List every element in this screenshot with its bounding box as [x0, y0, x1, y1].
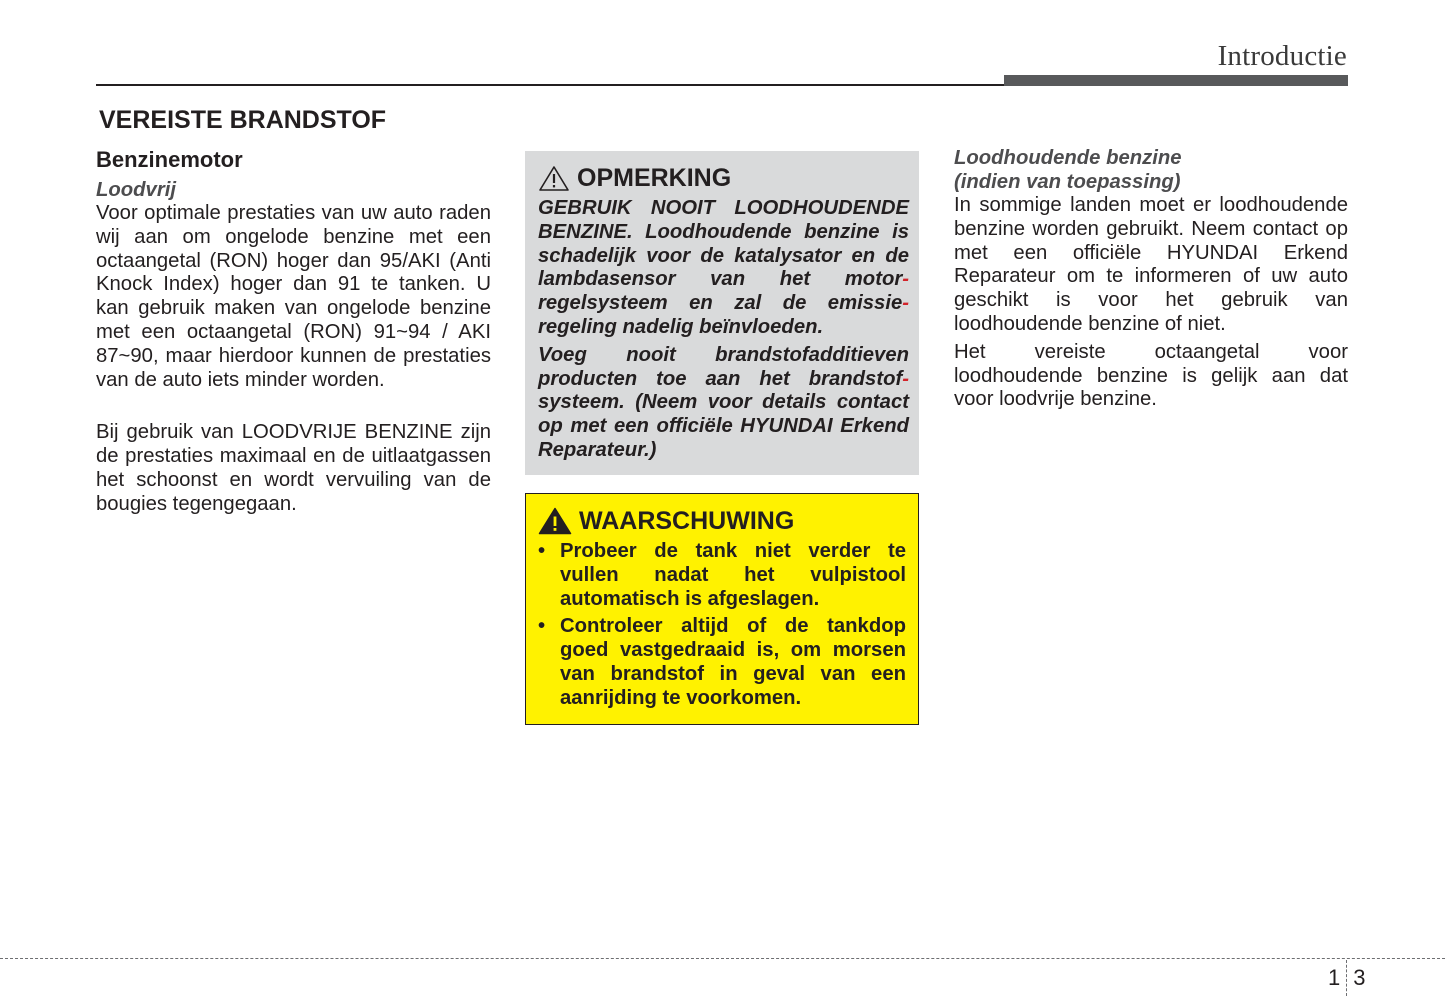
header-rule: [96, 84, 1006, 86]
warning-filled-icon: [538, 507, 572, 535]
warning-list-item: [538, 615, 906, 710]
page-number-divider: [1346, 960, 1347, 996]
note-paragraph-lead: [538, 197, 909, 340]
bullet: •: [538, 540, 546, 562]
note-box: [525, 151, 919, 475]
note-text-part: GEBRUIK NOOIT LOODHOUDENDE BENZINE. Loodhoudende benzine is schadelijk voor de katalysator en de lambdasensor van het motor: [538, 197, 909, 291]
loodhoudend-subheading-line-2: (indien van toepassing): [954, 171, 1181, 193]
note-text-part: Voeg nooit brandstofadditieven producten toe aan het brandstof: [538, 343, 909, 390]
bullet: •: [538, 615, 546, 638]
note-text-part: systeem. (Neem voor details contact op met een officiële HYUNDAI Erkend Reparateur.): [538, 391, 909, 461]
warning-title: WAARSCHUWING: [579, 507, 795, 535]
note-title-row: [538, 163, 909, 193]
warning-item-text: Probeer de tank niet verder te vullen nadat het vulpistool automatisch is afgeslagen.: [560, 540, 906, 610]
page-number-value: 3: [1353, 965, 1366, 990]
benzinemotor-heading: Benzinemotor: [96, 147, 243, 172]
right-column: [954, 146, 1348, 412]
note-text-part: regelsysteem en zal de emissie: [538, 292, 903, 315]
left-column: [96, 146, 491, 517]
warning-list: [538, 540, 906, 711]
red-hyphen: -: [902, 292, 909, 315]
loodvrij-benefits-paragraph: Bij gebruik van LOODVRIJE BENZINE zijn de prestaties maximaal en de uitlaatgassen het schoonst en wordt vervuiling van de bougies tegengegaan.: [96, 421, 491, 515]
loodvrij-subheading: Loodvrij: [96, 179, 176, 201]
red-hyphen: -: [902, 268, 909, 291]
note-paragraph-additives: [538, 344, 909, 463]
note-text-part: regeling nadelig beïnvloeden.: [538, 315, 824, 338]
red-hyphen: -: [902, 367, 909, 390]
chapter-number: 1: [1328, 965, 1341, 990]
warning-outline-icon: [538, 165, 570, 192]
warning-list-item: [538, 540, 906, 611]
page-number: [1328, 960, 1366, 996]
loodhoudend-paragraph: In sommige landen moet er loodhoudende benzine worden gebruikt. Neem contact op met een officiële HYUNDAI Erkend Reparateur om te informeren of uw auto geschikt is voor het gebruik van loodhoudende benzine of niet.: [954, 194, 1348, 335]
loodvrij-paragraph: Voor optimale prestaties van uw auto raden wij aan om ongelode benzine met een octaangetal (RON) hoger dan 95/AKI (Anti Knock Index) hoger dan 91 te tanken. U kan gebruik maken van ongelode benzine met een octaangetal (RON) 91~94 / AKI 87~90, maar hierdoor kunnen de prestaties van de auto iets minder worden.: [96, 202, 491, 391]
warning-item-text: Controleer altijd of de tankdop goed vastgedraaid is, om morsen van brandstof in geval van een aanrijding te voorkomen.: [560, 615, 906, 709]
warning-title-row: [538, 506, 906, 536]
loodhoudend-subheading-line-1: Loodhoudende benzine: [954, 147, 1182, 169]
octaangetal-paragraph: Het vereiste octaangetal voor loodhoudende benzine is gelijk aan dat voor loodvrije benzine.: [954, 340, 1348, 411]
header-bar: [1004, 75, 1348, 86]
footer-dashed-rule: [0, 958, 1445, 959]
warning-box: [525, 493, 919, 725]
chapter-title: Introductie: [1217, 40, 1347, 72]
section-title: VEREISTE BRANDSTOF: [99, 106, 387, 134]
note-title: OPMERKING: [577, 164, 732, 192]
